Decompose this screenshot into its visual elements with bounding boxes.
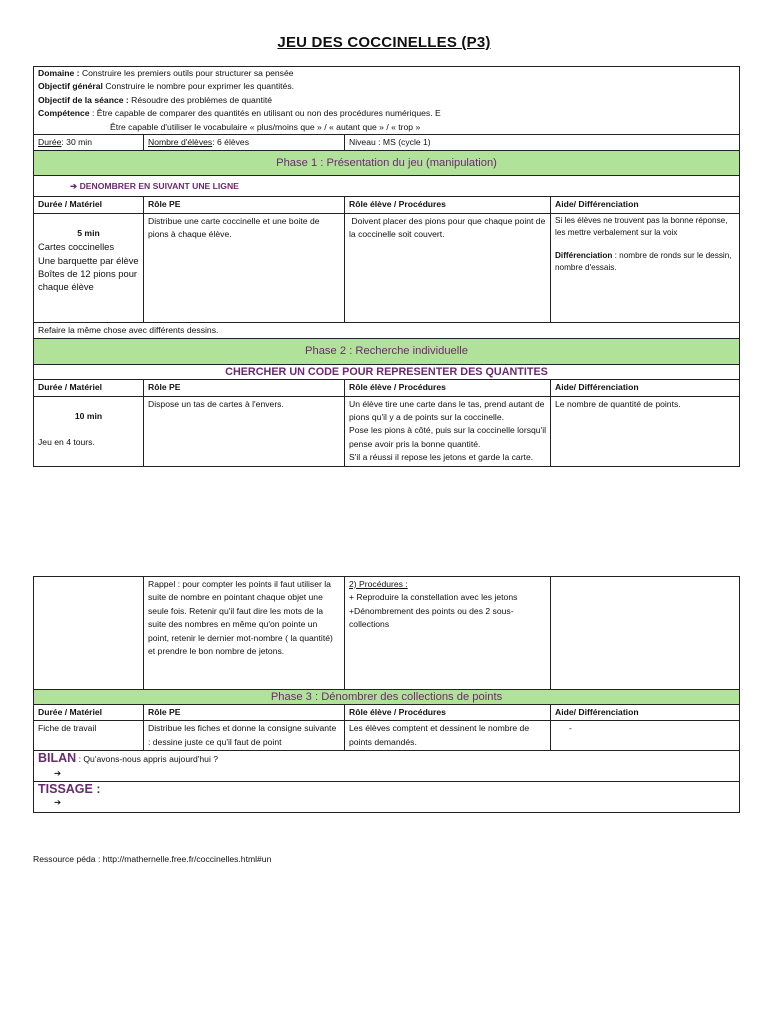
phase1-aide-cell — [551, 213, 740, 322]
lesson-table-2 — [33, 576, 740, 813]
phase3-title: Phase 3 : Dénombrer des collections de points — [34, 690, 740, 705]
phase3-materiel: Fiche de travail — [34, 721, 144, 751]
phase1-role-pe: Distribue une carte coccinelle et une boite de pions à chaque élève. — [144, 213, 345, 322]
phase3-header-row — [34, 705, 740, 721]
col-header-duree: Durée / Matériel — [34, 380, 144, 396]
col-header-aide: Aide/ Différenciation — [551, 705, 740, 721]
col-header-role-pe: Rôle PE — [144, 380, 345, 396]
phase2-subtitle: CHERCHER UN CODE POUR REPRESENTER DES QUANTITES — [34, 365, 740, 380]
phase2-cont-empty-cell — [551, 577, 740, 690]
tissage-cell — [34, 782, 740, 813]
lesson-table-1 — [33, 66, 740, 467]
objectif-seance-label: Objectif de la séance : — [38, 94, 129, 105]
phase2-materiel: Jeu en 4 tours. — [38, 437, 95, 448]
nb-eleves-label: Nombre d'élèves — [148, 137, 213, 148]
col-header-role-eleve: Rôle élève / Procédures — [345, 197, 551, 213]
competence-value-1: : Être capable de comparer des quantités en utilisant ou non des procédures numériques. E — [91, 108, 441, 119]
procedure-1: + Reproduire la constellation avec les jetons — [349, 592, 518, 603]
col-header-role-pe: Rôle PE — [144, 705, 345, 721]
phase1-role-eleve: Doivent placer des pions pour que chaque point de la coccinelle soit couvert. — [345, 213, 551, 322]
competence-value-2: Être capable d'utiliser le vocabulaire « plus/moins que » / « autant que » / « trop » — [110, 121, 421, 132]
phase3-role-eleve: Les élèves comptent et dessinent le nombre de points demandés. — [345, 721, 551, 751]
phase1-materiel: Cartes coccinelles Une barquette par élève Boîtes de 12 pions pour chaque élève — [38, 241, 139, 293]
niveau-value: Niveau : MS (cycle 1) — [345, 135, 740, 151]
phase2-content-row — [34, 396, 740, 466]
objectif-general-value: Construire le nombre pour exprimer les quantités. — [105, 81, 295, 92]
phase1-header-row — [34, 197, 740, 213]
competence-label: Compétence — [38, 108, 90, 119]
info-block — [34, 67, 740, 135]
info-row — [34, 67, 740, 135]
footer-resource: Ressource péda : http://mathernelle.free.fr/coccinelles.html#un — [33, 854, 272, 864]
col-header-aide: Aide/ Différenciation — [551, 197, 740, 213]
phase2-cont-empty-cell — [34, 577, 144, 690]
phase2-role-eleve: Un élève tire une carte dans le tas, prend autant de pions qu'il y a de points sur la coccinelle. Pose les pions à côté, puis sur la coccinelle lorsqu'il pense avoir pris la bonne quantité. S'il a réussi il repose les jetons et garde la carte. — [345, 396, 551, 466]
phase2-cont-procedures — [345, 577, 551, 690]
phase2-cont-row — [34, 577, 740, 690]
duree-value: : 30 min — [61, 137, 92, 148]
phase3-role-pe: Distribue les fiches et donne la consigne suivante : dessine juste ce qu'il faut de point — [144, 721, 345, 751]
phase2-aide: Le nombre de quantité de points. — [551, 396, 740, 466]
bilan-cell — [34, 751, 740, 782]
col-header-duree: Durée / Matériel — [34, 705, 144, 721]
phase1-subtitle — [34, 176, 740, 197]
domaine-label: Domaine : — [38, 68, 80, 78]
meta-row — [34, 135, 740, 151]
phase1-diff-label: Différenciation — [555, 250, 613, 260]
page-title: JEU DES COCCINELLES (P3) — [277, 34, 491, 51]
phase1-subtitle-text: DENOMBRER EN SUIVANT UNE LIGNE — [79, 181, 239, 192]
arrow-right-icon: ➔ — [54, 797, 62, 808]
phase2-cont-role-pe: Rappel : pour compter les points il faut utiliser la suite de nombre en pointant chaque objet une seule fois. Retenir qu'il faut dire les mots de la suite des nombres en même qu'on pointe un point, retenir le dernier mot-nombre ( la quantité) et prendre le bon nombre de jetons. — [144, 577, 345, 690]
phase1-content-row — [34, 213, 740, 322]
col-header-role-eleve: Rôle élève / Procédures — [345, 705, 551, 721]
objectif-seance-value: Résoudre des problèmes de quantité — [131, 94, 273, 105]
nb-eleves-value: : 6 élèves — [212, 137, 250, 148]
phase2-duree-cell — [34, 396, 144, 466]
phase1-title: Phase 1 : Présentation du jeu (manipulation) — [34, 151, 740, 176]
objectif-general-label: Objectif général — [38, 81, 103, 92]
tissage-row — [34, 782, 740, 813]
phase1-duree: 5 min — [77, 227, 100, 238]
col-header-duree: Durée / Matériel — [34, 197, 144, 213]
procedure-2: +Dénombrement des points ou des 2 sous-collections — [349, 605, 514, 630]
phase3-content-row — [34, 721, 740, 751]
phase2-header-row — [34, 380, 740, 396]
bilan-text: : Qu'avons-nous appris aujourd'hui ? — [76, 754, 219, 765]
domaine-value: Construire les premiers outils pour structurer sa pensée — [81, 68, 294, 78]
phase2-role-pe: Dispose un tas de cartes à l'envers. — [144, 396, 345, 466]
tissage-label: TISSAGE : — [38, 782, 101, 797]
bilan-row — [34, 751, 740, 782]
phase1-aide: Si les élèves ne trouvent pas la bonne réponse, les mettre verbalement sur la voix — [555, 215, 728, 238]
phase2-title: Phase 2 : Recherche individuelle — [34, 339, 740, 365]
phase3-aide: - — [551, 721, 740, 751]
procedures-title: 2) Procédures : — [349, 579, 408, 589]
bilan-label: BILAN — [38, 751, 77, 766]
duree-label: Durée — [38, 137, 62, 148]
col-header-aide: Aide/ Différenciation — [551, 380, 740, 396]
arrow-right-icon: ➔ — [54, 767, 62, 778]
phase1-duree-cell — [34, 213, 144, 322]
col-header-role-pe: Rôle PE — [144, 197, 345, 213]
arrow-right-icon: ➔ — [70, 181, 78, 192]
phase2-duree: 10 min — [74, 410, 103, 421]
phase1-diff: : nombre de ronds sur le dessin, nombre d'essais. — [555, 250, 732, 273]
phase1-note: Refaire la même chose avec différents dessins. — [34, 322, 740, 338]
col-header-role-eleve: Rôle élève / Procédures — [345, 380, 551, 396]
